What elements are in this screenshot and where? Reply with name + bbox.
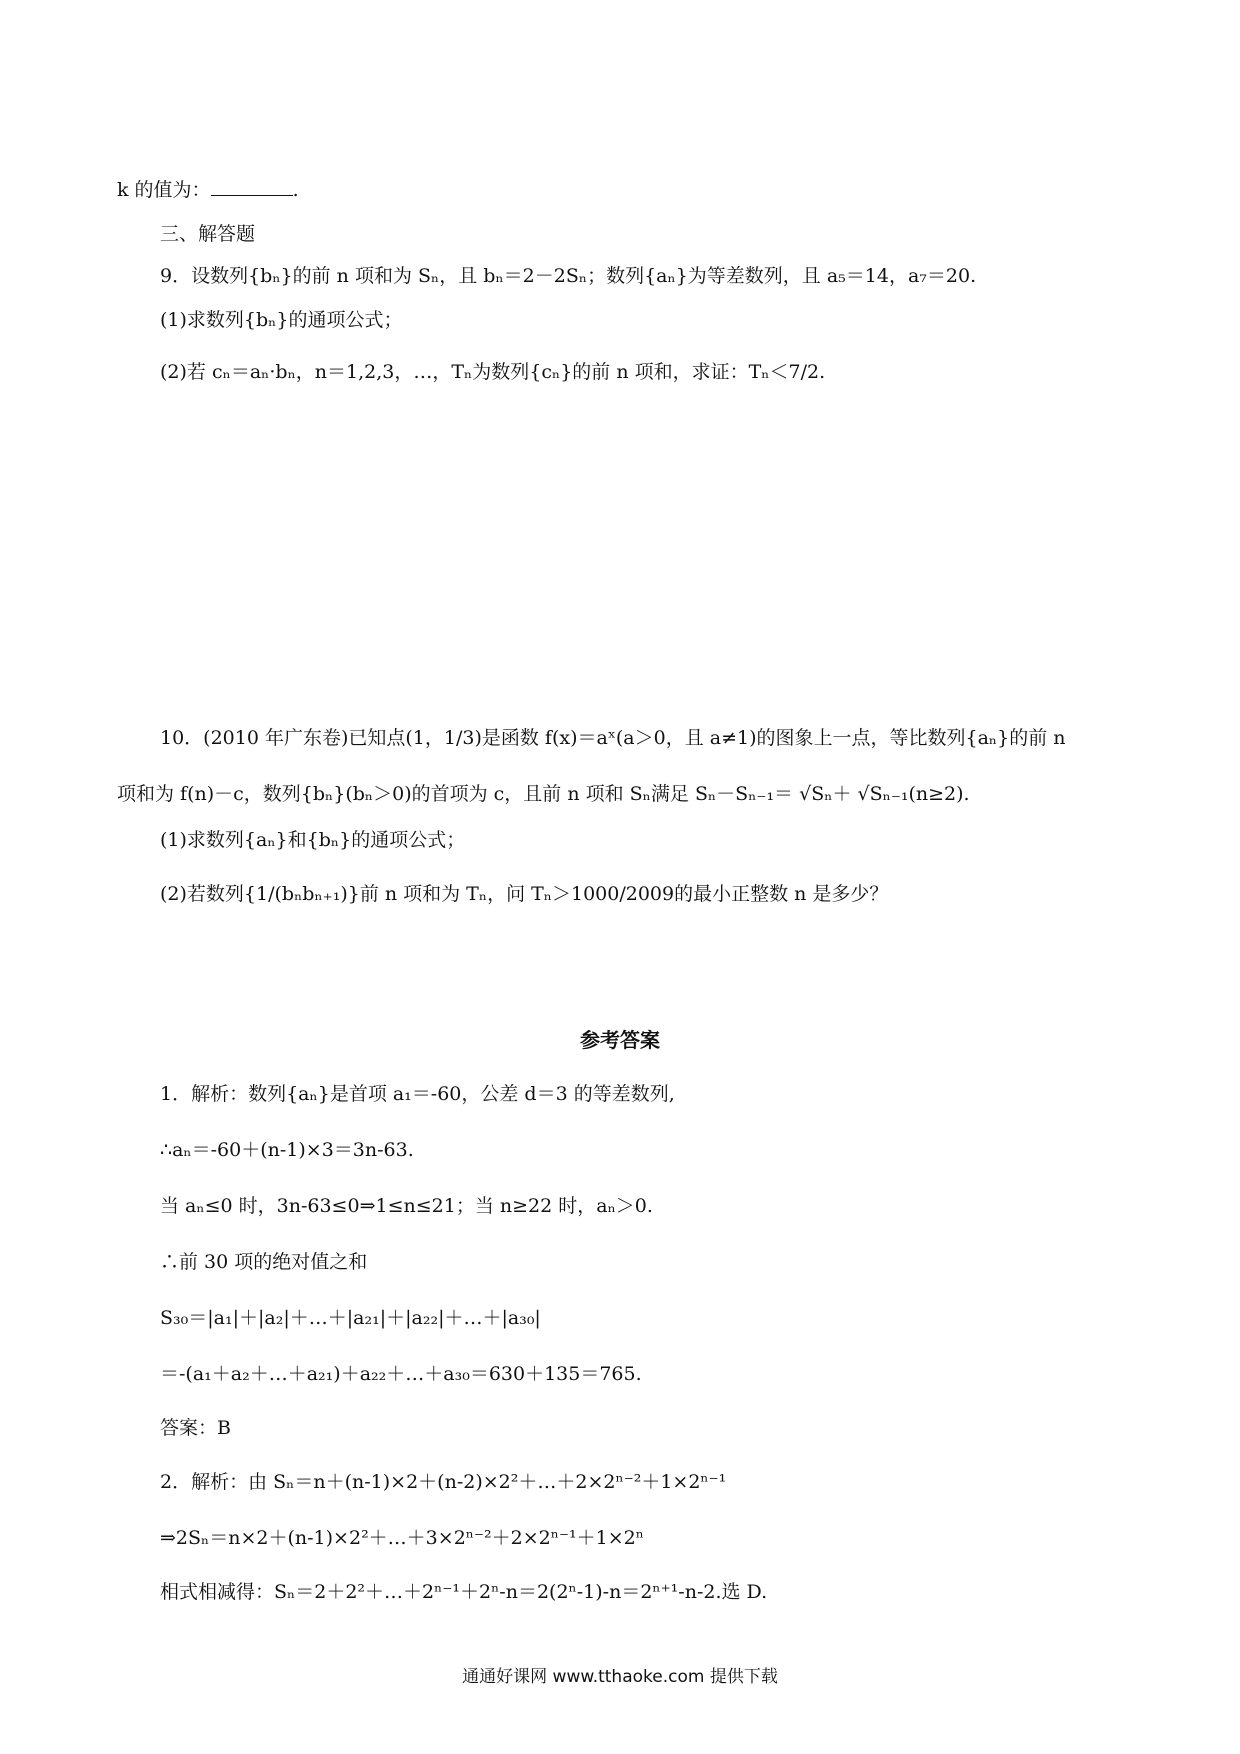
- line-3: (1)求数列{bₙ}的通项公式；: [160, 309, 403, 331]
- footer: 通通好课网 www.tthaoke.com 提供下载: [462, 1667, 778, 1687]
- line-8: (2)若数列{1/(bₙbₙ₊₁)}前 n 项和为 Tₙ，问 Tₙ＞1000/2009的最小正整数 n 是多少？: [160, 883, 889, 905]
- line-9: 1．解析：数列{aₙ}是首项 a₁＝-60，公差 d＝3 的等差数列,: [160, 1083, 675, 1105]
- line-17: ⇒2Sₙ＝n×2＋(n-1)×2²＋…＋3×2ⁿ⁻²＋2×2ⁿ⁻¹＋1×2ⁿ: [160, 1527, 644, 1549]
- line-15: 答案：B: [160, 1417, 231, 1439]
- line-18: 相式相减得：Sₙ＝2＋2²＋…＋2ⁿ⁻¹＋2ⁿ-n＝2(2ⁿ-1)-n＝2ⁿ⁺¹-n-2.选 D.: [160, 1581, 768, 1603]
- line-11: 当 aₙ≤0 时，3n-63≤0⇒1≤n≤21；当 n≥22 时，aₙ＞0.: [160, 1195, 653, 1217]
- line-13: S₃₀＝|a₁|＋|a₂|＋…＋|a₂₁|＋|a₂₂|＋…＋|a₃₀|: [160, 1307, 541, 1329]
- line-1: 三、解答题: [160, 223, 256, 245]
- line-7: (1)求数列{aₙ}和{bₙ}的通项公式；: [160, 829, 466, 851]
- answer-title: 参考答案: [580, 1028, 660, 1052]
- line-10: ∴aₙ＝-60＋(n-1)×3＝3n-63.: [160, 1139, 414, 1161]
- line-0: k 的值为： .: [117, 179, 299, 201]
- line-12: ∴前 30 项的绝对值之和: [160, 1251, 368, 1273]
- line-16: 2．解析：由 Sₙ＝n＋(n-1)×2＋(n-2)×2²＋…＋2×2ⁿ⁻²＋1×2ⁿ⁻¹: [160, 1471, 727, 1493]
- line-6: 项和为 f(n)－c，数列{bₙ}(bₙ＞0)的首项为 c，且前 n 项和 Sₙ满足 Sₙ－Sₙ₋₁＝ √Sₙ＋ √Sₙ₋₁(n≥2).: [117, 783, 970, 805]
- line-5: 10．(2010 年广东卷)已知点(1，1/3)是函数 f(x)＝aˣ(a＞0，且 a≠1)的图象上一点，等比数列{aₙ}的前 n: [160, 727, 1066, 749]
- line-2: 9．设数列{bₙ}的前 n 项和为 Sₙ，且 bₙ＝2－2Sₙ；数列{aₙ}为等差数列，且 a₅＝14，a₇＝20.: [160, 265, 977, 287]
- line-14: ＝-(a₁＋a₂＋…＋a₂₁)＋a₂₂＋…＋a₃₀＝630＋135＝765.: [160, 1363, 642, 1385]
- line-0-text: k 的值为：: [117, 179, 211, 201]
- line-4: (2)若 cₙ＝aₙ·bₙ，n＝1,2,3，…，Tₙ为数列{cₙ}的前 n 项和，求证：Tₙ＜7/2.: [160, 361, 826, 383]
- answer-blank: [211, 177, 293, 196]
